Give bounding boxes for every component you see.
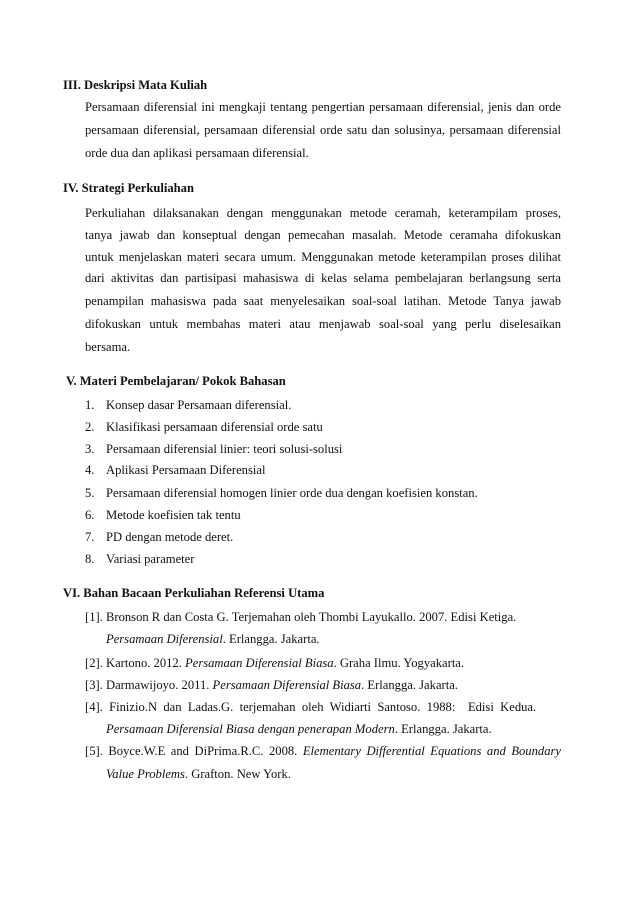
list-item: Persamaan diferensial linier: teori solusi-solusi — [106, 442, 343, 456]
paragraph-line: dari aktivitas dan partisipasi mahasiswa di kelas selama pembelajaran berlangsung serta — [85, 271, 561, 285]
paragraph-line: persamaan diferensial, persamaan diferensial orde satu dan solusinya, persamaan diferensial — [85, 123, 561, 137]
reference-3 — [85, 678, 561, 693]
paragraph-line: Perkuliahan dilaksanakan dengan menggunakan metode ceramah, keterampilam proses, — [85, 206, 561, 220]
reference-author: [5]. Boyce.W.E and DiPrima.R.C. 2008. — [85, 744, 303, 758]
list-item: Aplikasi Persamaan Diferensial — [106, 463, 266, 477]
paragraph-line: difokuskan untuk membahas materi atau menjawab soal-soal yang perlu diselesaikan — [85, 317, 561, 331]
reference-title-continued: Value Problems — [106, 767, 185, 781]
section-heading-strategi: IV. Strategi Perkuliahan — [63, 181, 194, 195]
list-item: Metode koefisien tak tentu — [106, 508, 241, 522]
reference-publisher: . Graha Ilmu. Yogyakarta. — [333, 656, 465, 670]
reference-publisher: . Erlangga. Jakarta. — [394, 722, 492, 736]
list-item-number: 7. — [85, 530, 95, 544]
reference-author: [2]. Kartono. 2012. — [85, 656, 186, 670]
reference-title: Persamaan Diferensial Biasa — [212, 678, 362, 692]
reference-author: [3]. Darmawijoyo. 2011. — [85, 678, 213, 692]
paragraph-line: bersama. — [85, 340, 131, 354]
paragraph-line: tanya jawab dan konseptual dengan pemecahan masalah. Metode ceramaha difokuskan — [85, 228, 561, 242]
reference-publisher: . Erlangga. Jakarta. — [361, 678, 458, 692]
list-item: Persamaan diferensial homogen linier orde dua dengan koefisien konstan. — [106, 486, 478, 500]
paragraph-line: untuk menjelaskan materi secara umum. Menggunakan metode keterampilan proses dilihat — [85, 250, 561, 264]
section-heading-referensi: VI. Bahan Bacaan Perkuliahan Referensi Utama — [63, 586, 325, 600]
list-item: Variasi parameter — [106, 552, 195, 566]
list-item-number: 8. — [85, 552, 95, 566]
section-heading-deskripsi: III. Deskripsi Mata Kuliah — [63, 78, 208, 92]
reference-publisher: . Erlangga. Jakarta. — [222, 632, 320, 646]
reference-1-line2 — [106, 632, 320, 647]
reference-5-line2 — [106, 767, 291, 782]
paragraph-line: Persamaan diferensial ini mengkaji tentang pengertian persamaan diferensial, jenis dan orde — [85, 100, 561, 114]
reference-4-line1: [4]. Finizio.N dan Ladas.G. terjemahan oleh Widiarti Santoso. 1988: Edisi Kedua. — [85, 700, 537, 714]
list-item-number: 1. — [85, 398, 95, 412]
reference-5-line1 — [85, 744, 561, 759]
section-heading-materi: V. Materi Pembelajaran/ Pokok Bahasan — [66, 374, 286, 388]
list-item-number: 2. — [85, 420, 95, 434]
paragraph-line: penampilan mahasiswa pada saat menyelesaikan soal-soal latihan. Metode Tanya jawab — [85, 294, 561, 308]
paragraph-line: orde dua dan aplikasi persamaan diferensial. — [85, 146, 309, 160]
list-item: Konsep dasar Persamaan diferensial. — [106, 398, 292, 412]
list-item-number: 6. — [85, 508, 95, 522]
list-item: Klasifikasi persamaan diferensial orde satu — [106, 420, 323, 434]
reference-title: Persamaan Diferensial — [106, 632, 223, 646]
reference-4-line2 — [106, 722, 492, 737]
reference-title: Persamaan Diferensial Biasa dengan penerapan Modern — [106, 722, 395, 736]
reference-title: Persamaan Diferensial Biasa — [185, 656, 334, 670]
list-item-number: 5. — [85, 486, 95, 500]
list-item: PD dengan metode deret. — [106, 530, 234, 544]
reference-publisher: . Grafton. New York. — [184, 767, 291, 781]
list-item-number: 4. — [85, 463, 95, 477]
reference-2 — [85, 656, 561, 671]
reference-title: Elementary Differential Equations and Boundary — [302, 744, 561, 758]
list-item-number: 3. — [85, 442, 95, 456]
reference-1-line1: [1]. Bronson R dan Costa G. Terjemahan oleh Thombi Layukallo. 2007. Edisi Ketiga. — [85, 610, 517, 624]
